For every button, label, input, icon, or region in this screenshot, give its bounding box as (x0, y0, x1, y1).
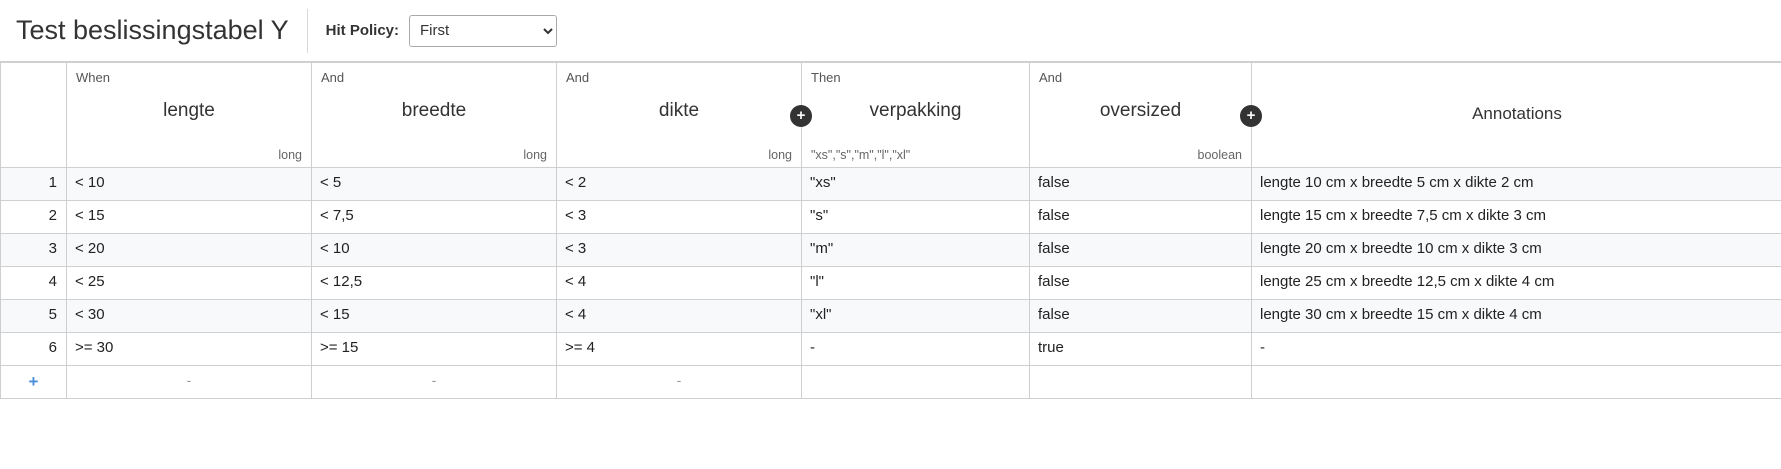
column-name-label: dikte (658, 100, 700, 121)
cell-annotation[interactable]: lengte 15 cm x breedte 7,5 cm x dikte 3 cm (1252, 201, 1781, 234)
cell-dikte[interactable]: < 3 (557, 201, 802, 234)
cell-verpakking[interactable]: "s" (802, 201, 1030, 234)
new-cell-oversized[interactable] (1030, 366, 1252, 399)
cell-lengte[interactable]: >= 30 (67, 333, 312, 366)
new-cell-dikte[interactable]: - (557, 366, 802, 399)
cell-oversized[interactable]: false (1030, 234, 1252, 267)
new-cell-verpakking[interactable] (802, 366, 1030, 399)
cell-verpakking[interactable]: "m" (802, 234, 1030, 267)
column-type-label: boolean (1197, 148, 1242, 162)
cell-annotation[interactable]: lengte 10 cm x breedte 5 cm x dikte 2 cm (1252, 168, 1781, 201)
cell-lengte[interactable]: < 20 (67, 234, 312, 267)
cell-annotation[interactable]: - (1252, 333, 1781, 366)
cell-dikte[interactable]: < 4 (557, 300, 802, 333)
row-number: 3 (1, 234, 67, 267)
column-type-label: long (278, 148, 302, 162)
column-name-label: oversized (1099, 100, 1182, 121)
cell-verpakking[interactable]: - (802, 333, 1030, 366)
column-kind-label: Then (811, 70, 841, 85)
new-cell-lengte[interactable]: - (67, 366, 312, 399)
cell-oversized[interactable]: false (1030, 267, 1252, 300)
cell-dikte[interactable]: >= 4 (557, 333, 802, 366)
column-header-breedte[interactable] (312, 63, 557, 168)
cell-breedte[interactable]: >= 15 (312, 333, 557, 366)
decision-table-header (0, 0, 1781, 62)
hit-policy-label: Hit Policy: (325, 22, 400, 39)
cell-oversized[interactable]: false (1030, 168, 1252, 201)
table-row[interactable] (1, 168, 1781, 201)
column-header-dikte[interactable] (557, 63, 806, 168)
add-input-column-icon[interactable]: + (790, 105, 812, 127)
add-rule-icon[interactable]: + (1, 366, 67, 399)
column-name-label: Annotations (1472, 104, 1562, 123)
cell-verpakking[interactable]: "xl" (802, 300, 1030, 333)
column-type-label: long (768, 148, 792, 162)
cell-breedte[interactable]: < 5 (312, 168, 557, 201)
header-divider (307, 9, 308, 53)
table-row[interactable] (1, 201, 1781, 234)
cell-dikte[interactable]: < 3 (557, 234, 802, 267)
row-number: 4 (1, 267, 67, 300)
column-name-label: lengte (163, 100, 215, 121)
row-number: 6 (1, 333, 67, 366)
cell-annotation[interactable]: lengte 25 cm x breedte 12,5 cm x dikte 4 cm (1252, 267, 1781, 300)
cell-breedte[interactable]: < 15 (312, 300, 557, 333)
cell-verpakking[interactable]: "xs" (802, 168, 1030, 201)
column-name-label: verpakking (869, 100, 962, 121)
add-rule-row[interactable] (1, 366, 1781, 399)
cell-breedte[interactable]: < 12,5 (312, 267, 557, 300)
add-output-column-icon[interactable]: + (1240, 105, 1262, 127)
column-header-verpakking[interactable] (802, 63, 1030, 168)
cell-breedte[interactable]: < 10 (312, 234, 557, 267)
cell-lengte[interactable]: < 10 (67, 168, 312, 201)
table-header-row (1, 63, 1781, 168)
table-row[interactable] (1, 300, 1781, 333)
column-kind-label: And (1039, 70, 1063, 85)
cell-oversized[interactable]: true (1030, 333, 1252, 366)
table-row[interactable] (1, 333, 1781, 366)
decision-table-grid (0, 62, 1781, 399)
column-header-oversized[interactable] (1030, 63, 1256, 168)
cell-lengte[interactable]: < 30 (67, 300, 312, 333)
new-cell-annotation[interactable] (1252, 366, 1781, 399)
column-type-label: "xs","s","m","l","xl" (811, 148, 911, 162)
column-name-label: breedte (401, 100, 467, 121)
column-kind-label: And (566, 70, 590, 85)
table-row[interactable] (1, 234, 1781, 267)
table-row[interactable] (1, 267, 1781, 300)
column-kind-label: And (321, 70, 345, 85)
cell-verpakking[interactable]: "l" (802, 267, 1030, 300)
column-kind-label: When (76, 70, 110, 85)
new-cell-breedte[interactable]: - (312, 366, 557, 399)
column-header-lengte[interactable] (67, 63, 312, 168)
cell-breedte[interactable]: < 7,5 (312, 201, 557, 234)
row-number: 1 (1, 168, 67, 201)
cell-oversized[interactable]: false (1030, 201, 1252, 234)
cell-dikte[interactable]: < 4 (557, 267, 802, 300)
cell-oversized[interactable]: false (1030, 300, 1252, 333)
cell-annotation[interactable]: lengte 20 cm x breedte 10 cm x dikte 3 cm (1252, 234, 1781, 267)
cell-dikte[interactable]: < 2 (557, 168, 802, 201)
row-number: 5 (1, 300, 67, 333)
column-header-rownum (1, 63, 67, 168)
hit-policy-select[interactable] (409, 15, 557, 47)
column-type-label: long (523, 148, 547, 162)
row-number: 2 (1, 201, 67, 234)
cell-lengte[interactable]: < 25 (67, 267, 312, 300)
column-header-annotations (1252, 63, 1781, 168)
cell-lengte[interactable]: < 15 (67, 201, 312, 234)
page-title: Test beslissingstabel Y (16, 15, 289, 45)
cell-annotation[interactable]: lengte 30 cm x breedte 15 cm x dikte 4 cm (1252, 300, 1781, 333)
